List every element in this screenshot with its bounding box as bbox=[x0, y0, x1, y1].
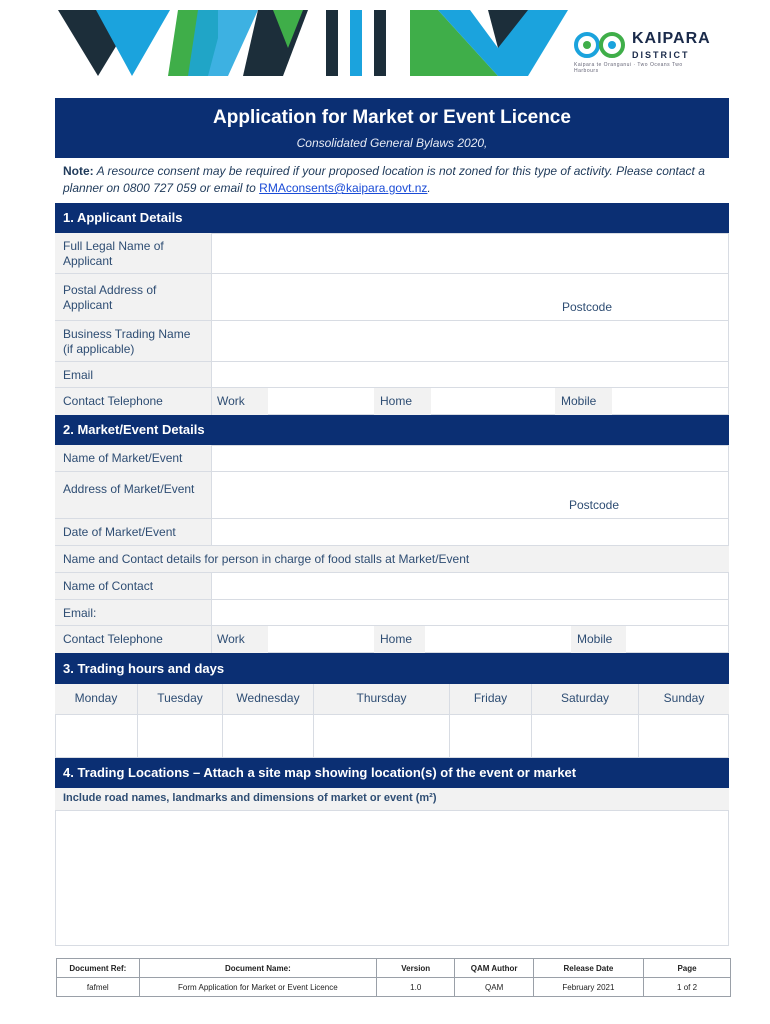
food-contact-label: Name and Contact details for person in charge of food stalls at Market/Event bbox=[55, 546, 729, 572]
event-contact-telephone-label: Contact Telephone bbox=[55, 626, 211, 653]
section-applicant-details-header: 1. Applicant Details bbox=[55, 203, 729, 233]
note-text: A resource consent may be required if your proposed location is not zoned for this type of activity. Please contact a planner on 0800 727 059 or email to bbox=[63, 164, 705, 195]
section-market-event-details-header: 2. Market/Event Details bbox=[55, 415, 729, 445]
email-row bbox=[55, 362, 729, 388]
section-trading-hours-header: 3. Trading hours and days bbox=[55, 653, 729, 684]
saturday-hours-input[interactable] bbox=[532, 714, 639, 758]
event-date-input[interactable] bbox=[211, 519, 729, 545]
day-saturday: Saturday bbox=[532, 684, 639, 714]
note-paragraph bbox=[63, 163, 723, 197]
mobile-label: Mobile bbox=[555, 388, 612, 415]
event-home-label: Home bbox=[374, 626, 425, 653]
sunday-hours-input[interactable] bbox=[639, 714, 729, 758]
tuesday-hours-input[interactable] bbox=[138, 714, 223, 758]
home-label: Home bbox=[374, 388, 431, 415]
site-map-area[interactable] bbox=[56, 811, 728, 945]
wednesday-hours-input[interactable] bbox=[223, 714, 314, 758]
day-friday: Friday bbox=[450, 684, 532, 714]
email-link[interactable]: RMAconsents@kaipara.govt.nz bbox=[259, 181, 428, 195]
event-address-row bbox=[55, 472, 729, 519]
note-end: . bbox=[427, 181, 431, 195]
email-label: Email bbox=[55, 362, 211, 387]
home-phone-input[interactable] bbox=[431, 388, 555, 415]
postcode-label: Postcode bbox=[562, 300, 613, 314]
contact-name-input[interactable] bbox=[211, 573, 729, 599]
footer-header-version: Version bbox=[377, 959, 455, 978]
document-footer-table bbox=[56, 958, 731, 997]
food-contact-row bbox=[55, 546, 729, 573]
event-mobile-label: Mobile bbox=[571, 626, 626, 653]
footer-header-page: Page bbox=[644, 959, 731, 978]
section-trading-locations-header: 4. Trading Locations – Attach a site map showing location(s) of the event or market bbox=[55, 758, 729, 788]
full-name-label: Full Legal Name of Applicant bbox=[55, 233, 211, 273]
divider bbox=[211, 445, 212, 546]
event-postcode-label: Postcode bbox=[569, 498, 620, 512]
footer-value-name: Form Application for Market or Event Licence bbox=[139, 978, 376, 997]
event-address-label: Address of Market/Event bbox=[55, 472, 211, 518]
full-name-input[interactable] bbox=[211, 233, 729, 273]
footer-value-ref: fafmel bbox=[57, 978, 140, 997]
contact-name-label: Name of Contact bbox=[55, 573, 211, 599]
event-name-row bbox=[55, 445, 729, 472]
footer-header-release: Release Date bbox=[533, 959, 643, 978]
event-date-row bbox=[55, 519, 729, 546]
event-name-input[interactable] bbox=[211, 445, 729, 471]
logo-tagline: Kaipara te Oranganui · Two Oceans Two Harbours bbox=[574, 62, 683, 74]
event-work-phone-input[interactable] bbox=[268, 626, 374, 653]
friday-hours-input[interactable] bbox=[450, 714, 532, 758]
full-name-row bbox=[55, 233, 729, 274]
business-name-label: Business Trading Name (if applicable) bbox=[55, 321, 211, 361]
footer-header-ref: Document Ref: bbox=[57, 959, 140, 978]
footer-header-author: QAM Author bbox=[455, 959, 533, 978]
footer-header-name: Document Name: bbox=[139, 959, 376, 978]
kaipara-logo bbox=[574, 30, 711, 74]
day-tuesday: Tuesday bbox=[138, 684, 223, 714]
day-sunday: Sunday bbox=[639, 684, 729, 714]
thursday-hours-input[interactable] bbox=[314, 714, 450, 758]
event-name-label: Name of Market/Event bbox=[55, 445, 211, 471]
event-contact-telephone-row bbox=[55, 626, 729, 653]
site-map-instruction: Include road names, landmarks and dimensions of market or event (m²) bbox=[55, 788, 729, 811]
footer-value-release: February 2021 bbox=[533, 978, 643, 997]
header-banner-graphic bbox=[58, 8, 568, 78]
kaipara-swirl-icon bbox=[574, 32, 628, 58]
business-name-row bbox=[55, 321, 729, 362]
event-date-label: Date of Market/Event bbox=[55, 519, 211, 545]
postal-address-input[interactable] bbox=[211, 274, 729, 320]
logo-line2: DISTRICT bbox=[632, 50, 690, 60]
work-label: Work bbox=[211, 388, 268, 415]
work-phone-input[interactable] bbox=[268, 388, 374, 415]
logo-line1: KAIPARA bbox=[632, 30, 711, 47]
day-wednesday: Wednesday bbox=[223, 684, 314, 714]
note-label: Note: bbox=[63, 164, 94, 178]
event-email-row bbox=[55, 600, 729, 626]
postal-address-label: Postal Address of Applicant bbox=[55, 274, 211, 320]
contact-name-row bbox=[55, 573, 729, 600]
title-block bbox=[55, 98, 729, 158]
business-name-input[interactable] bbox=[211, 321, 729, 361]
footer-value-version: 1.0 bbox=[377, 978, 455, 997]
page-title: Application for Market or Event Licence bbox=[213, 107, 571, 128]
contact-telephone-row bbox=[55, 388, 729, 415]
event-email-label: Email: bbox=[55, 600, 211, 625]
event-work-label: Work bbox=[211, 626, 268, 653]
page-subtitle: Consolidated General Bylaws 2020, bbox=[296, 136, 488, 150]
monday-hours-input[interactable] bbox=[55, 714, 138, 758]
footer-value-page: 1 of 2 bbox=[644, 978, 731, 997]
mobile-phone-input[interactable] bbox=[612, 388, 729, 415]
divider bbox=[211, 233, 212, 415]
contact-telephone-label: Contact Telephone bbox=[55, 388, 211, 415]
divider bbox=[211, 573, 212, 653]
footer-value-author: QAM bbox=[455, 978, 533, 997]
email-input[interactable] bbox=[211, 362, 729, 387]
event-address-input[interactable] bbox=[211, 472, 729, 518]
day-thursday: Thursday bbox=[314, 684, 450, 714]
event-home-phone-input[interactable] bbox=[425, 626, 571, 653]
event-mobile-phone-input[interactable] bbox=[626, 626, 729, 653]
event-email-input[interactable] bbox=[211, 600, 729, 625]
postal-address-row bbox=[55, 274, 729, 321]
day-monday: Monday bbox=[55, 684, 138, 714]
